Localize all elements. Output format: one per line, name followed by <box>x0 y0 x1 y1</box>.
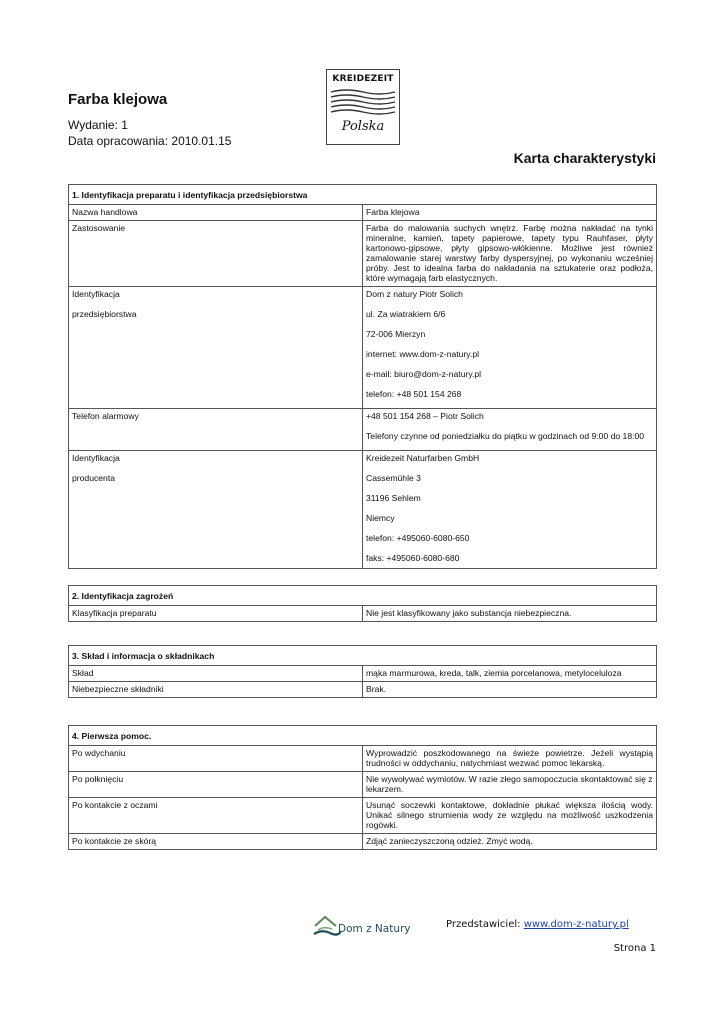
company-phone: telefon: +48 501 154 268 <box>366 389 462 399</box>
producer-city: 31196 Sehlem <box>366 493 421 503</box>
representative-label: Przedstawiciel: <box>446 919 524 930</box>
row-label: Skład <box>69 666 363 682</box>
table-row <box>69 409 657 451</box>
table-row <box>69 287 657 409</box>
product-title: Farba klejowa <box>68 91 168 108</box>
row-label: Po kontakcie z oczami <box>69 798 363 834</box>
label-line: producenta <box>72 473 116 483</box>
kreidezeit-logo <box>326 69 400 145</box>
producer-name: Kreidezeit Naturfarben GmbH <box>366 453 480 463</box>
row-label: Klasyfikacja preparatu <box>69 606 363 622</box>
company-city: 72-006 Mierzyn <box>366 329 426 339</box>
representative <box>446 919 629 930</box>
logo-wordmark: KREIDEZEIT <box>332 74 394 84</box>
producer-country: Niemcy <box>366 513 395 523</box>
table-row <box>69 682 657 698</box>
company-email: e-mail: biuro@dom-z-natury.pl <box>366 369 482 379</box>
document-type: Karta charakterystyki <box>513 150 656 166</box>
row-value <box>363 451 657 569</box>
row-label: Niebezpieczne składniki <box>69 682 363 698</box>
row-value: Nie jest klasyfikowany jako substancja niebezpieczna. <box>363 606 657 622</box>
row-value: Usunąć soczewki kontaktowe, dokładnie płukać większa ilością wody. Unikać silnego strumienia wody ze względu na możliwość uszkodzenia rogówki. <box>363 798 657 834</box>
row-value: Farba do malowania suchych wnętrz. Farbę można nakładać na tynki mineralne, kamień, tapety papierowe, tapety typu Rauhfaser, płyty kartonowo-gipsowe, płyty gipsowo-włókienne. Możliwe jest również zamalowanie starej warstwy farby dyspersyjnej, po wykonaniu wcześniej próby. Jest to idealna farba do nakładania na sztukaterie oraz podłoża, które wymagają farb elastycznych. <box>363 221 657 287</box>
row-value: Nie wywoływać wymiotów. W razie złego samopoczucia skontaktować się z lekarzem. <box>363 772 657 798</box>
row-label: Po połknięciu <box>69 772 363 798</box>
row-label: Po kontakcie ze skórą <box>69 834 363 850</box>
section-2-table <box>68 585 657 622</box>
logo-text: Dom z Natury <box>338 923 411 935</box>
section-3-table <box>68 645 657 698</box>
representative-link[interactable]: www.dom-z-natury.pl <box>523 919 629 930</box>
edition: Wydanie: 1 <box>68 118 128 132</box>
page-number: Strona 1 <box>613 943 656 954</box>
row-value: Brak. <box>363 682 657 698</box>
section-2-title: 2. Identyfikacja zagrożeń <box>69 586 657 606</box>
row-label: Zastosowanie <box>69 221 363 287</box>
dom-z-natury-logo <box>312 914 416 940</box>
row-value: Zdjąć zanieczyszczoną odzież. Zmyć wodą. <box>363 834 657 850</box>
producer-fax: faks: +495060-6080-680 <box>366 553 460 563</box>
label-line: przedsiębiorstwa <box>72 309 137 319</box>
row-label: Telefon alarmowy <box>69 409 363 451</box>
table-row <box>69 205 657 221</box>
company-name: Dom z natury Piotr Solich <box>366 289 463 299</box>
emergency-phone: +48 501 154 268 – Piotr Solich <box>366 411 484 421</box>
section-3-title: 3. Skład i informacja o składnikach <box>69 646 657 666</box>
emergency-hours: Telefony czynne od poniedziałku do piątku w godzinach od 9:00 do 18:00 <box>366 431 645 441</box>
table-row <box>69 666 657 682</box>
producer-phone: telefon: +495060-6080-650 <box>366 533 470 543</box>
row-value <box>363 287 657 409</box>
row-label <box>69 287 363 409</box>
logo-wave-icon <box>329 88 397 118</box>
label-line: Identyfikacja <box>72 453 120 463</box>
row-value: mąka marmurowa, kreda, talk, ziemia porcelanowa, metyloceluloza <box>363 666 657 682</box>
section-1-table <box>68 184 657 569</box>
section-4-title: 4. Pierwsza pomoc. <box>69 726 657 746</box>
row-value: Farba klejowa <box>363 205 657 221</box>
company-website: internet: www.dom-z-natury.pl <box>366 349 480 359</box>
row-label: Nazwa handlowa <box>69 205 363 221</box>
company-street: ul. Za wiatrakiem 6/6 <box>366 309 446 319</box>
section-1-title: 1. Identyfikacja preparatu i identyfikacja przedsiębiorstwa <box>69 185 657 205</box>
table-row <box>69 746 657 772</box>
table-row <box>69 798 657 834</box>
label-line: Identyfikacja <box>72 289 120 299</box>
table-row <box>69 772 657 798</box>
row-label <box>69 451 363 569</box>
logo-subtitle: Polska <box>341 119 385 134</box>
table-row <box>69 834 657 850</box>
row-label: Po wdychaniu <box>69 746 363 772</box>
table-row <box>69 606 657 622</box>
producer-street: Cassemühle 3 <box>366 473 421 483</box>
table-row <box>69 221 657 287</box>
table-row <box>69 451 657 569</box>
row-value <box>363 409 657 451</box>
row-value: Wyprowadzić poszkodowanego na świeże powietrze. Jeżeli wystąpią trudności w oddychaniu, natychmiast wezwać pomoc lekarską. <box>363 746 657 772</box>
issue-date: Data opracowania: 2010.01.15 <box>68 134 232 148</box>
section-4-table <box>68 725 657 850</box>
